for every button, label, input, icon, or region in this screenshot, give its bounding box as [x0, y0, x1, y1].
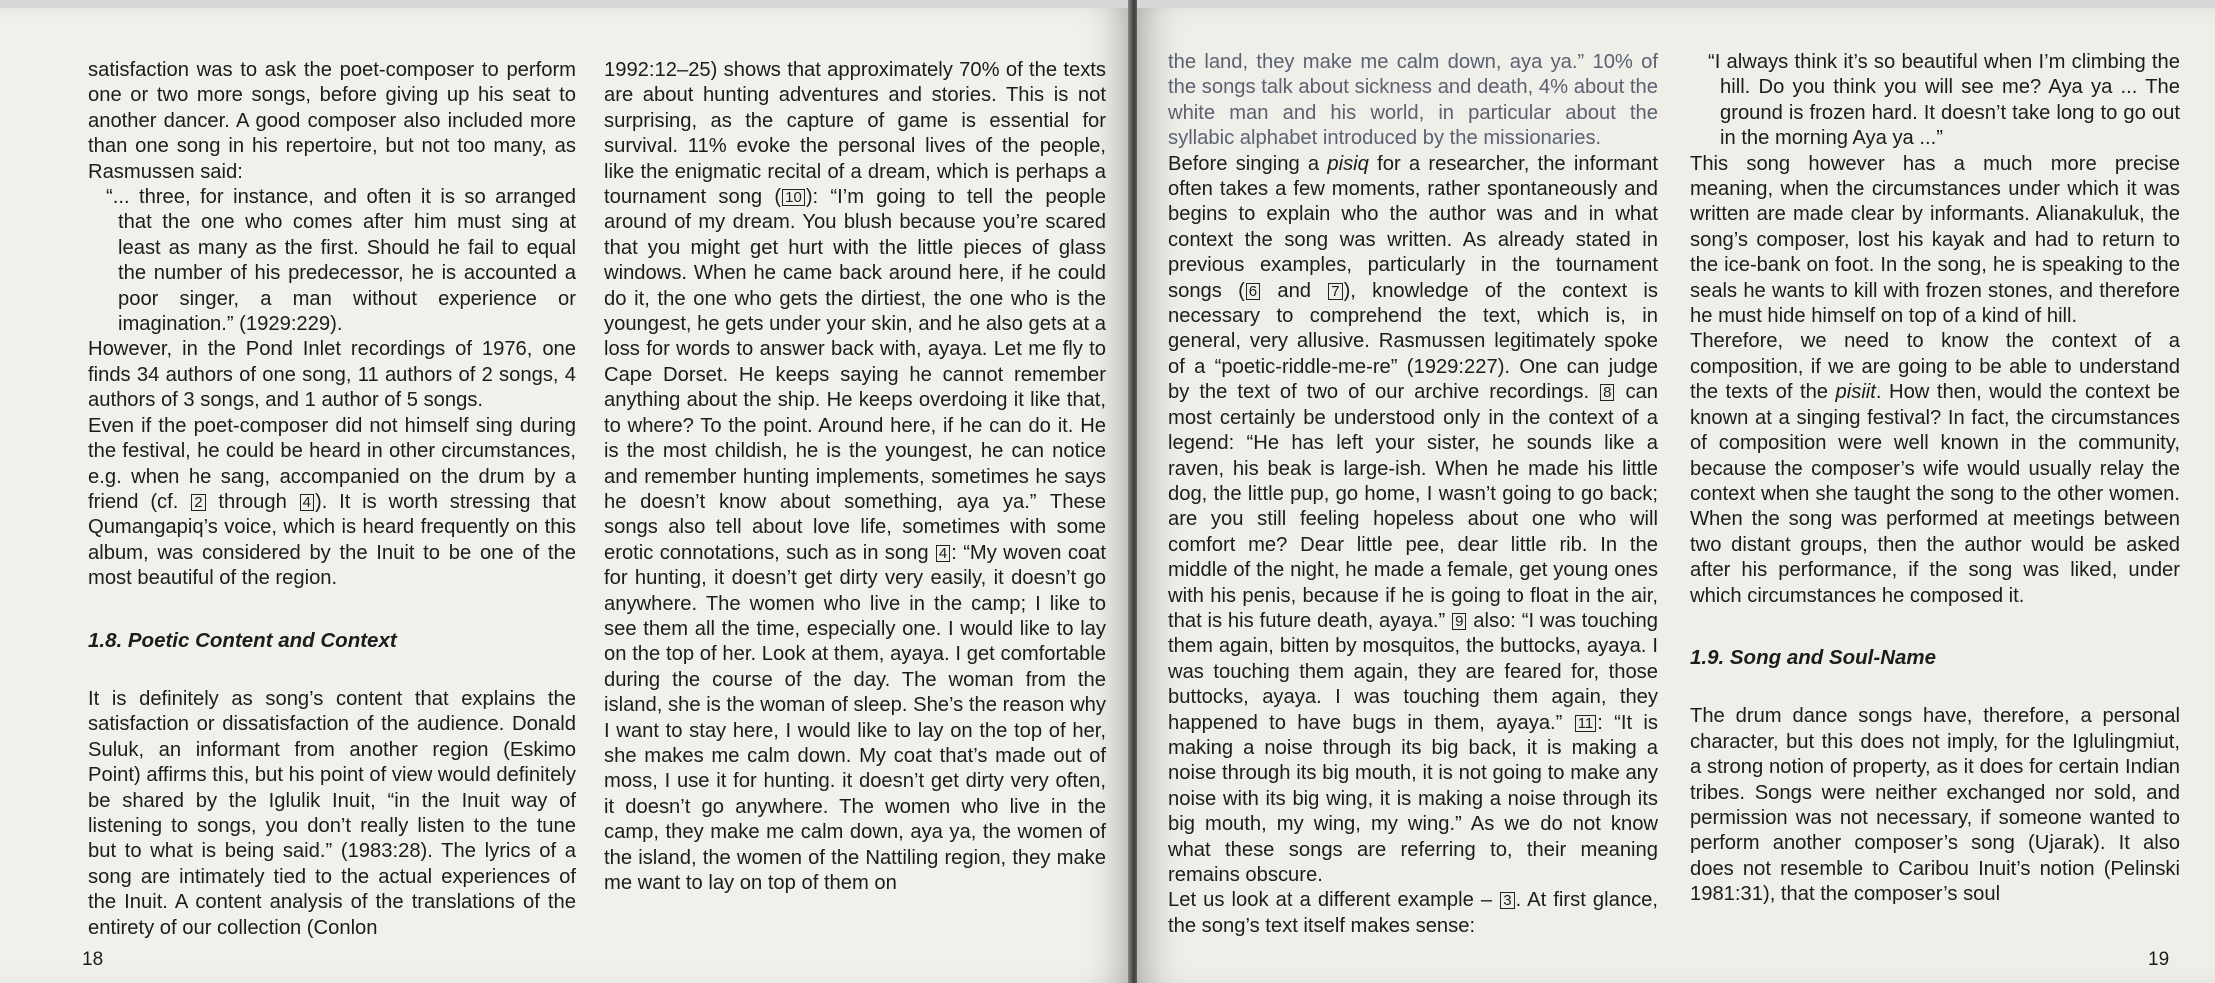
text-run: Let us look at a different example – [1168, 889, 1493, 912]
text-run: the land, they make me calm down, aya ya.” 10% of the songs talk about sickness and death, 4% about the white man and his world, in particular about the syllabic alphabet introduced by the missionaries. [1168, 51, 1658, 150]
paragraph: It is definitely as song’s content that explains the satisfaction or dissatisfaction of the audience. Donald Suluk, an informant from another region (Eskimo Point) affirms this, but his point of view would definitely be shared by the Iglulik Inuit, “in the Inuit way of listening to songs, you don’t really listen to the tune but to what is being said.” (1983:28). The lyrics of a song are intimately tied to the actual experiences of the Inuit. A content analysis of the translations of the entirety of our collection (Conlon [88, 687, 576, 939]
text-run: 1992:12–25) shows that approximately 70% of the texts are about hunting adventures and stories. This is not surprising, as the capture of game is essential for survival. 11% evoke the personal lives of the people, like the enigmatic recital of a dream, which is perhaps a tournament song ( [604, 59, 1106, 209]
track-number: 2 [191, 494, 205, 511]
paragraph: This song however has a much more precise meaning, when the circumstances under which it was written are made clear by informants. Alianakuluk, the song’s composer, lost his kayak and had to return to the ice-bank on foot. In the song, he is speaking to the seals he wants to kill with frozen stones, and therefore he must hide himself on top of a kind of hill. [1690, 152, 2180, 328]
column-1 [88, 58, 576, 941]
text-run: ): “I’m going to tell the people around of my dream. You blush because you’re scared that you might get hurt with the little pieces of glass windows. When he came back around here, if he could do it, the one who gets the dirtiest, the one who is the youngest, he gets under your skin, and he also gets at a loss for words to answer back with, ayaya. Let me fly to Cape Dorset. He keeps saying he cannot remember anything about the ship. He keeps overdoing it like that, to where? To the point. Around here, if he can do it. He is the most childish, he is the youngest, he can notice and remember hunting implements, sometimes he says he doesn’t know about something, aya ya.” These songs also tell about love life, sometimes with some erotic connotations, such as in song [604, 186, 1106, 564]
section-heading: 1.9. Song and Soul-Name [1690, 645, 1937, 669]
track-number: 8 [1600, 384, 1614, 401]
text-run: through [218, 490, 287, 513]
page-number-left: 18 [82, 949, 104, 970]
text-run: and [1277, 279, 1312, 302]
text-run: : “It is making a noise through its big back, it is making a noise through its big mouth, it is not going to make any noise with its big wing, it is making a noise through its big mouth, my wing, my wing.” As we do not know what these songs are referring to, their meaning remains obscure. [1168, 711, 1658, 886]
paragraph [1168, 152, 1658, 889]
paragraph [88, 414, 576, 592]
text-run: can most certainly be understood only in the context of a legend: “He has left your sister, he sounds like a raven, his beak is large-ish. When he made his little dog, the little pup, go home, I wasn’t going to go back; are you still feeling hopeless about one who will comfort me? Dear little pee, dear little rib. In the middle of the night, he made a female, get young ones with his penis, because if he is going to float in the air, that is his future death, ayaya.” [1168, 381, 1659, 632]
italic-term: pisiq [1327, 152, 1369, 175]
paragraph: The drum dance songs have, therefore, a personal character, but this does not imply, for the Iglulingmiut, a strong notion of property, as it does for certain Indian tribes. Songs were neither exchanged nor sold, and permission was not necessary, if someone wanted to perform another composer’s song (Ujarak). It also does not resemble to Caribou Inuit’s notion (Pelinski 1981:31), that the composer’s soul [1690, 705, 2180, 906]
track-number: 11 [1575, 715, 1597, 732]
block-quote: “I always think it’s so beautiful when I’m climbing the hill. Do you think you will see me? Aya ya ... The ground is frozen hard. It doesn’t take long to go out in the morning Aya ya ...” [1708, 51, 2180, 150]
text-run: Even if the poet-composer did not himself sing during the festival, he could be heard in other circumstances, e.g. when he sang, accompanied on the drum by a friend (cf. [88, 414, 576, 513]
track-number: 9 [1452, 613, 1466, 630]
track-number: 4 [936, 545, 950, 562]
paragraph [1690, 329, 2180, 608]
text-run: Therefore, we need to know the context of a composition, if we are going to be able to understand the texts of the [1690, 330, 2180, 404]
track-number: 10 [782, 189, 805, 206]
text-run: Before singing a [1168, 152, 1320, 175]
text-run: ), knowledge of the context is necessary to comprehend the text, which is, in general, very allusive. Rasmussen legitimately spoke of a “poetic-riddle-me-re” (1929:227). One can judge by the text of two of our archive recordings. [1168, 279, 1658, 404]
paragraph [1168, 888, 1658, 939]
paragraph [604, 58, 1106, 896]
text-run: ). It is worth stressing that Qumangapiq’s voice, which is heard frequently on this album, was considered by the Inuit to be one of the most beautiful of the region. [88, 490, 577, 590]
track-number: 6 [1246, 283, 1260, 300]
track-number: 3 [1500, 892, 1514, 909]
paragraph [1168, 50, 1658, 152]
column-4 [1690, 50, 2180, 908]
paragraph: satisfaction was to ask the poet-composer to perform one or two more songs, before giving up his seat to another dancer. A good composer also included more than one song in his repertoire, but not too many, as Rasmussen said: [88, 59, 576, 183]
column-2 [604, 58, 1106, 896]
column-3 [1168, 50, 1658, 939]
paragraph: However, in the Pond Inlet recordings of 1976, one finds 34 authors of one song, 11 authors of 2 songs, 4 authors of 3 songs, and 1 author of 5 songs. [88, 338, 576, 412]
block-quote: “... three, for instance, and often it is so arranged that the one who comes after him must sing at least as many as the first. Should he fail to equal the number of his predecessor, he is accounted a poor singer, a man without experience or imagination.” (1929:229). [106, 186, 576, 336]
italic-term: pisiit [1835, 381, 1876, 404]
text-run: : “My woven coat for hunting, it doesn’t get dirty very easily, it doesn’t go anywhere. The women who live in the camp; I like to see them all the time, especially one. I would like to lay on the top of her. Look at them, ayaya. I get comfortable during the course of the day. The woman from the island, she is the woman of sleep. She’s the reason why I want to stay here, I would like to lay on the top of her, she makes me calm down. My coat that’s made out of moss, I use it for hunting. it doesn’t get dirty very often, it doesn’t go anywhere. The women who live in the camp, they make me calm down, aya ya, the women of the island, the women of the Nattiling region, they make me want to lay on top of them on [604, 541, 1106, 894]
page-number-right: 19 [2148, 949, 2170, 970]
text-run: . How then, would the context be known at a singing festival? In fact, the circumstances of composition were well known in the community, because the composer’s wife would usually relay the context when she taught the song to the other women. When the song was performed at meetings between two distant groups, then the author would be asked after his performance, if the song was liked, under which circumstances he composed it. [1690, 381, 2181, 607]
text-run: also: “I was touching them again, bitten by mosquitos, the buttocks, ayaya. I was touching them again, they are feared for, those buttocks, ayaya. I was touching them again, they happened to have bugs in them, ayaya.” [1168, 609, 1658, 734]
section-heading: 1.8. Poetic Content and Context [88, 628, 397, 652]
text-run: . At first glance, the song’s text itself makes sense: [1168, 889, 1659, 937]
track-number: 4 [300, 494, 314, 511]
text-run: for a researcher, the informant often takes a few moments, rather spontaneously and begins to explain who the author was and in what context the song was written. As already stated in previous examples, particularly in the tournament songs ( [1168, 152, 1659, 302]
track-number: 7 [1328, 283, 1342, 300]
